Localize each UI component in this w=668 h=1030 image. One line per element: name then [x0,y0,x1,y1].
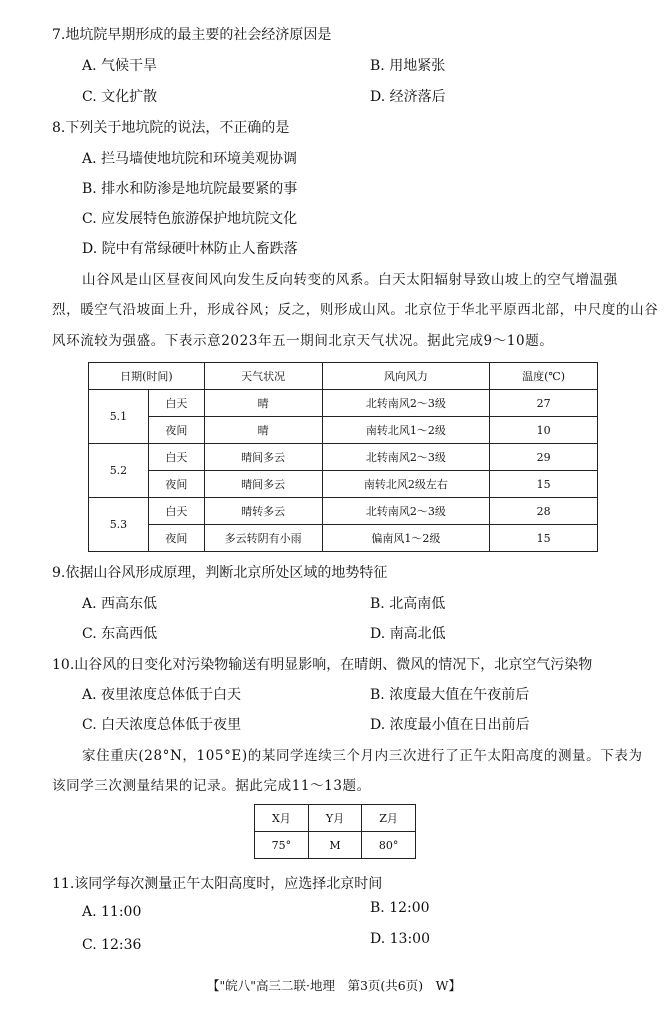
header-temp: 温度(℃) [490,363,598,390]
wind-cell: 北转南风2～3级 [322,444,490,471]
date-cell: 5.1 [89,390,149,444]
header-month-y: Y月 [308,805,361,832]
q7-stem: 7.地坑院早期形成的最主要的社会经济原因是 [52,27,332,43]
temp-cell: 15 [490,525,598,552]
q11-option-a: A. 11:00 [82,904,142,920]
passage2-line2: 该同学三次测量结果的记录。据此完成11～13题。 [52,778,371,794]
passage1-line1: 山谷风是山区昼夜间风向发生反向转变的风系。白天太阳辐射导致山坡上的空气增温强 [82,272,618,288]
table-row [89,444,598,471]
temp-cell: 10 [490,417,598,444]
period-cell: 白天 [148,390,204,417]
q10-option-d: D. 浓度最小值在日出前后 [370,717,530,733]
q11-option-c: C. 12:36 [82,937,142,953]
temp-cell: 28 [490,498,598,525]
header-month-z: Z月 [362,805,416,832]
wind-cell: 北转南风2～3级 [322,390,490,417]
q8-stem: 8.下列关于地坑院的说法，不正确的是 [52,120,290,136]
q8-option-b: B. 排水和防渗是地坑院最要紧的事 [82,181,298,197]
wind-cell: 南转北风2级左右 [322,471,490,498]
date-cell: 5.3 [89,498,149,552]
weather-cell: 晴 [204,417,322,444]
passage2-line1: 家住重庆(28°N，105°E)的某同学连续三个月内三次进行了正午太阳高度的测量。下表为 [82,748,643,764]
period-cell: 夜间 [148,471,204,498]
q7-option-a: A. 气候干旱 [82,58,158,74]
value-z: 80° [362,832,416,859]
sun-altitude-table [254,804,416,859]
date-cell: 5.2 [89,444,149,498]
q11-stem: 11.该同学每次测量正午太阳高度时，应选择北京时间 [52,876,383,892]
q11-option-d: D. 13:00 [370,931,430,947]
table-row [89,525,598,552]
wind-cell: 南转北风1～2级 [322,417,490,444]
weather-cell: 晴间多云 [204,444,322,471]
q8-option-d: D. 院中有常绿硬叶林防止人畜跌落 [82,241,298,257]
period-cell: 白天 [148,498,204,525]
header-month-x: X月 [255,805,309,832]
weather-cell: 晴 [204,390,322,417]
q7-option-d: D. 经济落后 [370,89,446,105]
wind-cell: 偏南风1～2级 [322,525,490,552]
header-weather: 天气状况 [204,363,322,390]
temp-cell: 29 [490,444,598,471]
q9-option-d: D. 南高北低 [370,626,446,642]
table-row [89,390,598,417]
table-row [89,417,598,444]
q10-stem: 10.山谷风的日变化对污染物输送有明显影响，在晴朗、微风的情况下，北京空气污染物 [52,657,593,673]
q8-option-a: A. 拦马墙使地坑院和环境美观协调 [82,151,298,167]
weather-table-header [89,363,598,390]
header-date: 日期(时间) [89,363,205,390]
q11-option-b: B. 12:00 [370,900,430,916]
weather-cell: 晴间多云 [204,471,322,498]
period-cell: 白天 [148,444,204,471]
q9-option-b: B. 北高南低 [370,596,446,612]
passage1-line3: 风环流较为强盛。下表示意2023年五一期间北京天气状况。据此完成9～10题。 [52,333,554,349]
weather-cell: 多云转阴有小雨 [204,525,322,552]
weather-cell: 晴转多云 [204,498,322,525]
sun-table-header [255,805,416,832]
table-row [255,832,416,859]
value-x: 75° [255,832,309,859]
q9-option-a: A. 西高东低 [82,596,158,612]
period-cell: 夜间 [148,525,204,552]
table-row [89,471,598,498]
q10-option-c: C. 白天浓度总体低于夜里 [82,717,242,733]
table-row [89,498,598,525]
q7-option-b: B. 用地紧张 [370,58,446,74]
page-footer: 【"皖八"高三二联·地理 第3页(共6页) W】 [207,978,461,993]
q8-option-c: C. 应发展特色旅游保护地坑院文化 [82,211,298,227]
passage1-line2: 烈，暖空气沿坡面上升，形成谷风；反之，则形成山风。北京位于华北平原西北部，中尺度的山谷 [52,302,659,318]
period-cell: 夜间 [148,417,204,444]
temp-cell: 27 [490,390,598,417]
wind-cell: 北转南风2～3级 [322,498,490,525]
temp-cell: 15 [490,471,598,498]
q9-option-c: C. 东高西低 [82,626,158,642]
q10-option-b: B. 浓度最大值在午夜前后 [370,687,530,703]
q9-stem: 9.依据山谷风形成原理，判断北京所处区域的地势特征 [52,565,388,581]
header-wind: 风向风力 [322,363,490,390]
weather-table [88,362,598,552]
value-y: M [308,832,361,859]
q10-option-a: A. 夜里浓度总体低于白天 [82,687,242,703]
q7-option-c: C. 文化扩散 [82,89,158,105]
